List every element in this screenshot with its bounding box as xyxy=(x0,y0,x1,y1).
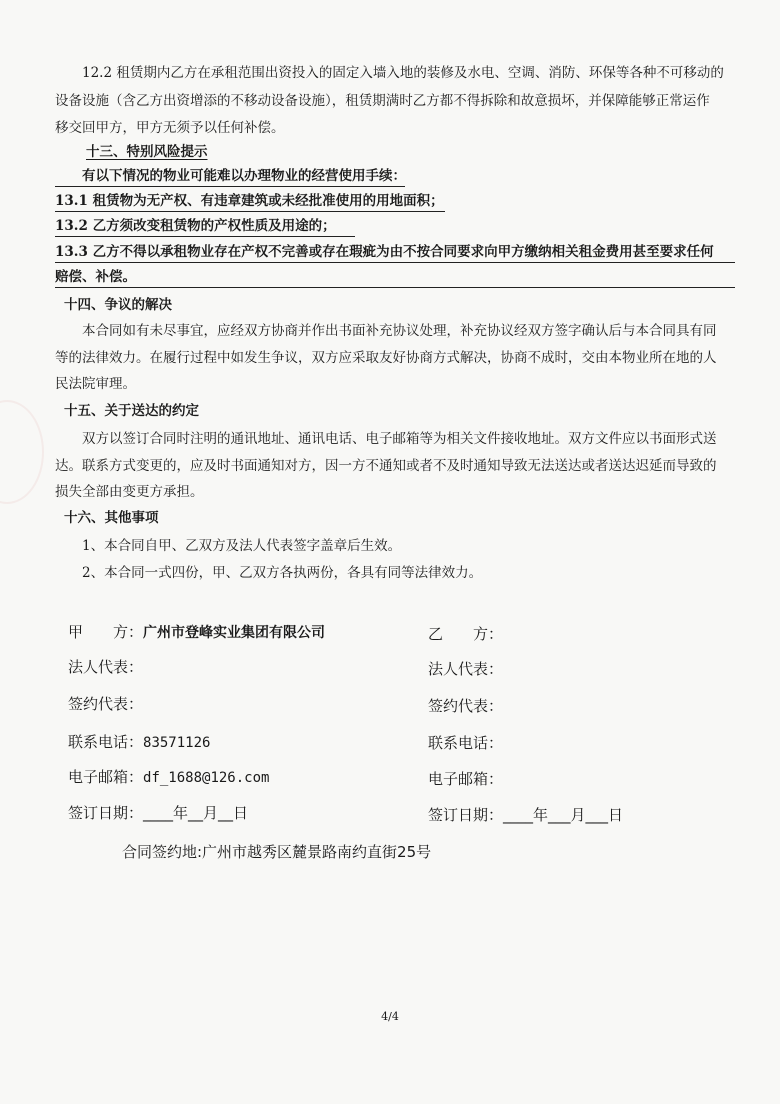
section-15-line3: 损失全部由变更方承担。 xyxy=(55,484,204,500)
party-a-email-label: 电子邮箱： xyxy=(68,768,144,786)
clause-13-2: 13.2 乙方须改变租赁物的产权性质及用途的； xyxy=(55,218,336,234)
clause-13-3-line2: 赔偿、补偿。 xyxy=(55,269,136,285)
party-a-phone: 83571126 xyxy=(143,735,211,751)
party-b-row xyxy=(428,623,503,644)
section-14-title: 十四、争议的解决 xyxy=(64,297,172,313)
party-b-date-row xyxy=(428,804,623,825)
party-a-company: 广州市登峰实业集团有限公司 xyxy=(143,625,326,641)
party-a-email: df_1688@126.com xyxy=(143,770,270,786)
section-13-intro: 有以下情况的物业可能难以办理物业的经营使用手续： xyxy=(82,168,406,184)
section-15-title: 十五、关于送达的约定 xyxy=(64,403,199,419)
clause-12-2-line2: 设备设施（含乙方出资增添的不移动设备设施），租赁期满时乙方都不得拆除和故意损坏，并保障能够正常运作 xyxy=(55,93,710,109)
party-b-signing-rep-row xyxy=(428,695,503,716)
party-b-email-row xyxy=(428,768,503,789)
party-a-signing-rep-label: 签约代表： xyxy=(68,695,144,713)
underline-rule xyxy=(55,287,735,288)
section-15-line1: 双方以签订合同时注明的通讯地址、通讯电话、电子邮箱等为相关文件接收地址。双方文件应以书面形式送 xyxy=(82,431,717,447)
section-13-title: 十三、特别风险提示 xyxy=(86,144,208,160)
party-a-date-label: 签订日期： xyxy=(68,804,144,822)
clause-12-2-line1: 12.2 租赁期内乙方在承租范围出资投入的固定入墙入地的装修及水电、空调、消防、环保等各种不可移动的 xyxy=(82,65,724,81)
seal-stamp-fragment xyxy=(0,400,44,504)
section-16-item2: 2、本合同一式四份，甲、乙双方各执两份，各具有同等法律效力。 xyxy=(82,565,483,581)
clause-13-1: 13.1 租赁物为无产权、有违章建筑或未经批准使用的用地面积； xyxy=(55,193,444,209)
section-14-line1: 本合同如有未尽事宜，应经双方协商并作出书面补充协议处理，补充协议经双方签字确认后与本合同具有同 xyxy=(82,323,717,339)
party-b-legal-rep-row xyxy=(428,658,503,679)
party-a-date-blank: ____年__月__日 xyxy=(143,804,249,822)
party-a-email-row xyxy=(68,766,269,787)
party-a-legal-rep-row xyxy=(68,656,143,677)
party-b-legal-rep-label: 法人代表： xyxy=(428,660,504,678)
party-a-signing-rep-row xyxy=(68,693,143,714)
party-a-label: 甲 方： xyxy=(68,623,144,641)
section-15-line2: 达。联系方式变更的，应及时书面通知对方，因一方不通知或者不及时通知导致无法送达或者送达迟延而导致的 xyxy=(55,458,717,474)
section-16-title: 十六、其他事项 xyxy=(64,510,159,526)
section-14-line2: 等的法律效力。在履行过程中如发生争议，双方应采取友好协商方式解决，协商不成时，交由本物业所在地的人 xyxy=(55,350,717,366)
party-b-date-blank: ____年___月___日 xyxy=(503,806,624,824)
party-b-phone-row xyxy=(428,732,503,753)
page-number: 4/4 xyxy=(381,1010,399,1023)
clause-13-3-line1: 13.3 乙方不得以承租物业存在产权不完善或存在瑕疵为由不按合同要求向甲方缴纳相关租金费用甚至要求任何 xyxy=(55,244,714,260)
party-b-label: 乙 方： xyxy=(428,625,504,643)
section-14-line3: 民法院审理。 xyxy=(55,376,136,392)
signing-place-text: 合同签约地:广州市越秀区麓景路南约直街25号 xyxy=(122,843,432,861)
section-16-item1: 1、本合同自甲、乙双方及法人代表签字盖章后生效。 xyxy=(82,538,402,554)
party-a-phone-label: 联系电话： xyxy=(68,733,144,751)
party-b-signing-rep-label: 签约代表： xyxy=(428,697,504,715)
party-a-date-row xyxy=(68,802,248,823)
clause-12-2-line3: 移交回甲方，甲方无须予以任何补偿。 xyxy=(55,120,285,136)
party-a-legal-rep-label: 法人代表： xyxy=(68,658,144,676)
signing-place xyxy=(122,841,431,862)
party-b-email-label: 电子邮箱： xyxy=(428,770,504,788)
party-a-row xyxy=(68,621,325,642)
party-b-phone-label: 联系电话： xyxy=(428,734,504,752)
party-b-date-label: 签订日期： xyxy=(428,806,504,824)
party-a-phone-row xyxy=(68,731,210,752)
